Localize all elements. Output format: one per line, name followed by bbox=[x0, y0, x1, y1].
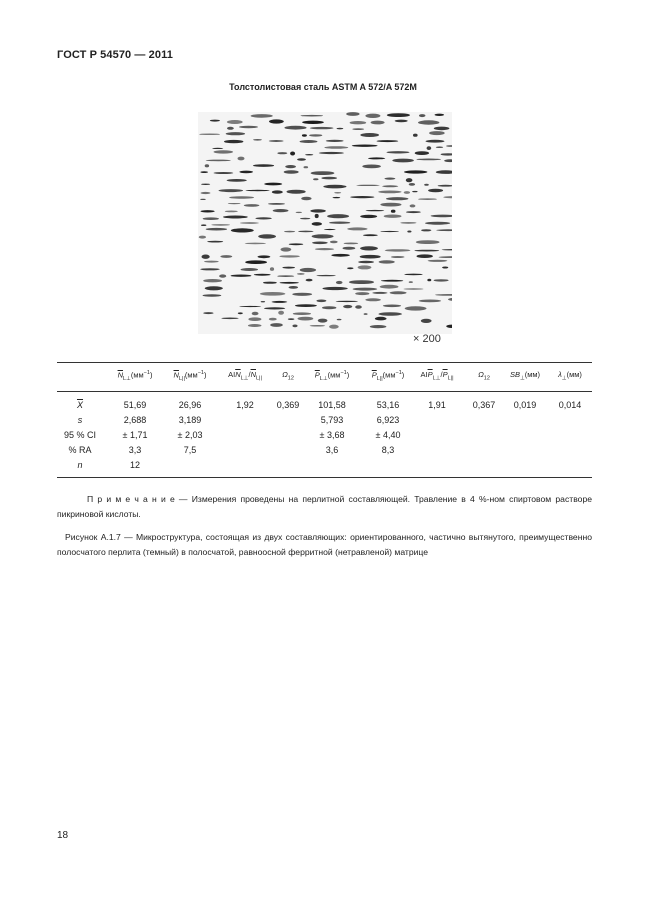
pearlite-grain bbox=[442, 267, 448, 269]
pearlite-grain bbox=[223, 216, 248, 219]
micrograph-image bbox=[198, 112, 452, 334]
table-rule-top bbox=[57, 362, 592, 363]
pearlite-grain bbox=[327, 214, 349, 218]
pearlite-grain bbox=[219, 189, 244, 192]
table-cell: 0,367 bbox=[472, 400, 496, 410]
pearlite-grain bbox=[358, 261, 374, 264]
pearlite-grain bbox=[385, 249, 411, 251]
pearlite-grain bbox=[289, 243, 304, 245]
pearlite-grain bbox=[417, 254, 433, 258]
pearlite-grain bbox=[203, 312, 213, 314]
column-header-6: $\overline{P}_{L||}(мм^{-1})$ bbox=[371, 370, 405, 382]
pearlite-grain bbox=[352, 145, 378, 147]
pearlite-grain bbox=[292, 325, 297, 328]
column-header-4: $\Omega_{12}$ bbox=[282, 370, 294, 382]
pearlite-grain bbox=[269, 140, 284, 141]
pearlite-grain bbox=[263, 282, 277, 284]
table-cell: 7,5 bbox=[183, 445, 197, 455]
pearlite-grain bbox=[220, 255, 232, 258]
pearlite-grain bbox=[343, 305, 352, 308]
table-cell: ± 3,68 bbox=[319, 430, 345, 440]
pearlite-grain bbox=[350, 121, 367, 124]
pearlite-grain bbox=[413, 134, 418, 137]
pearlite-grain bbox=[313, 178, 318, 180]
pearlite-grain bbox=[277, 276, 294, 277]
pearlite-grain bbox=[400, 222, 416, 223]
pearlite-grain bbox=[311, 171, 335, 175]
pearlite-grain bbox=[214, 150, 234, 153]
pearlite-grain bbox=[391, 256, 405, 258]
pearlite-grain bbox=[277, 152, 287, 154]
pearlite-grain bbox=[284, 126, 306, 130]
pearlite-grain bbox=[316, 300, 326, 303]
page-number: 18 bbox=[57, 830, 69, 841]
document-code: ГОСТ Р 54570 — 2011 bbox=[57, 49, 173, 61]
pearlite-grain bbox=[427, 146, 432, 150]
pearlite-grain bbox=[260, 292, 286, 296]
row-label: n bbox=[77, 460, 83, 470]
pearlite-grain bbox=[254, 274, 271, 276]
pearlite-grain bbox=[425, 222, 450, 225]
pearlite-grain bbox=[212, 148, 223, 149]
pearlite-grain bbox=[251, 114, 273, 118]
pearlite-grain bbox=[279, 255, 299, 257]
pearlite-grain bbox=[205, 164, 209, 167]
pearlite-grain bbox=[358, 265, 372, 269]
pearlite-grain bbox=[280, 282, 299, 284]
pearlite-grain bbox=[384, 178, 395, 180]
pearlite-grain bbox=[343, 247, 356, 250]
row-label: 95 % CI bbox=[63, 430, 97, 440]
pearlite-grain bbox=[380, 231, 399, 232]
pearlite-grain bbox=[270, 323, 283, 327]
pearlite-grain bbox=[264, 307, 285, 309]
pearlite-grain bbox=[434, 127, 450, 131]
pearlite-grain bbox=[316, 275, 335, 276]
pearlite-grain bbox=[404, 170, 427, 173]
pearlite-grain bbox=[269, 318, 277, 321]
table-cell: 5,793 bbox=[320, 415, 344, 425]
pearlite-grain bbox=[370, 325, 387, 328]
table-cell: 0,369 bbox=[276, 400, 300, 410]
table-cell: 2,688 bbox=[123, 415, 147, 425]
pearlite-grain bbox=[424, 184, 429, 186]
pearlite-grain bbox=[298, 231, 314, 233]
pearlite-grain bbox=[221, 318, 238, 320]
pearlite-grain bbox=[409, 183, 415, 186]
pearlite-grain bbox=[287, 190, 306, 194]
pearlite-grain bbox=[419, 114, 425, 117]
pearlite-grain bbox=[321, 177, 337, 180]
column-header-7: $AI\overline{P}_{L\perp}/\overline{P}_{L||}$ bbox=[420, 370, 454, 382]
table-cell: 8,3 bbox=[381, 445, 395, 455]
pearlite-grain bbox=[360, 133, 379, 137]
pearlite-grain bbox=[304, 166, 309, 168]
pearlite-grain bbox=[297, 273, 305, 275]
pearlite-grain bbox=[229, 196, 254, 198]
row-label: s bbox=[77, 415, 83, 425]
pearlite-grain bbox=[418, 120, 439, 124]
pearlite-grain bbox=[329, 222, 350, 224]
pearlite-grain bbox=[203, 217, 219, 220]
pearlite-grain bbox=[407, 231, 411, 233]
pearlite-grain bbox=[315, 214, 319, 218]
pearlite-grain bbox=[239, 126, 258, 128]
pearlite-grain bbox=[368, 157, 385, 159]
pearlite-grain bbox=[203, 294, 222, 296]
pearlite-grain bbox=[296, 212, 302, 213]
pearlite-grain bbox=[245, 243, 266, 245]
pearlite-grain bbox=[415, 151, 429, 155]
pearlite-grain bbox=[410, 204, 416, 207]
pearlite-grain bbox=[227, 127, 234, 130]
pearlite-grain bbox=[344, 243, 359, 245]
pearlite-grain bbox=[297, 158, 306, 161]
pearlite-grain bbox=[355, 305, 362, 309]
column-header-1: $\overline{N}_{L\perp}(мм^{-1})$ bbox=[117, 370, 153, 382]
table-cell: 1,92 bbox=[236, 400, 254, 410]
pearlite-grain bbox=[301, 197, 311, 201]
pearlite-grain bbox=[200, 199, 206, 200]
pearlite-grain bbox=[434, 279, 449, 281]
table-rule-bottom bbox=[57, 477, 592, 478]
pearlite-grain bbox=[404, 191, 410, 194]
pearlite-grain bbox=[319, 152, 344, 154]
magnification-label: × 200 bbox=[413, 333, 441, 345]
pearlite-grain bbox=[380, 203, 401, 207]
pearlite-grain bbox=[231, 275, 252, 277]
pearlite-grain bbox=[436, 147, 443, 148]
pearlite-grain bbox=[333, 197, 341, 198]
pearlite-grain bbox=[334, 192, 341, 193]
pearlite-grain bbox=[365, 114, 380, 118]
pearlite-grain bbox=[261, 301, 265, 302]
pearlite-grain bbox=[292, 293, 312, 296]
pearlite-grain bbox=[246, 190, 270, 191]
pearlite-grain bbox=[416, 240, 440, 244]
pearlite-grain bbox=[386, 151, 409, 153]
pearlite-grain bbox=[239, 171, 253, 174]
pearlite-grain bbox=[225, 211, 238, 213]
pearlite-grain bbox=[201, 224, 206, 226]
pearlite-grain bbox=[284, 170, 299, 173]
pearlite-grain bbox=[366, 210, 385, 211]
table-cell: 101,58 bbox=[318, 400, 346, 410]
pearlite-grain bbox=[300, 268, 316, 272]
pearlite-grain bbox=[346, 112, 359, 116]
pearlite-grain bbox=[418, 199, 437, 200]
table-cell: 51,69 bbox=[123, 400, 147, 410]
pearlite-grain bbox=[272, 301, 288, 303]
pearlite-grain bbox=[419, 300, 441, 303]
pearlite-grain bbox=[206, 228, 227, 231]
pearlite-grain bbox=[240, 222, 259, 223]
pearlite-grain bbox=[378, 312, 402, 315]
pearlite-grain bbox=[306, 279, 313, 282]
pearlite-grain bbox=[253, 139, 262, 141]
table-cell: 53,16 bbox=[376, 400, 400, 410]
pearlite-grain bbox=[336, 301, 358, 302]
pearlite-grain bbox=[360, 246, 378, 250]
pearlite-grain bbox=[336, 281, 343, 284]
pearlite-grain bbox=[329, 325, 339, 329]
pearlite-grain bbox=[337, 128, 344, 130]
table-cell: ± 4,40 bbox=[375, 430, 401, 440]
pearlite-grain bbox=[312, 222, 322, 226]
pearlite-grain bbox=[381, 280, 403, 282]
pearlite-grain bbox=[322, 306, 336, 309]
pearlite-grain bbox=[421, 229, 431, 231]
pearlite-grain bbox=[228, 203, 241, 204]
pearlite-grain bbox=[421, 319, 432, 323]
pearlite-grain bbox=[224, 140, 243, 143]
table-cell: 3,189 bbox=[178, 415, 202, 425]
pearlite-grain bbox=[288, 318, 295, 320]
pearlite-grain bbox=[378, 191, 401, 194]
pearlite-grain bbox=[227, 179, 247, 182]
pearlite-grain bbox=[409, 281, 413, 283]
pearlite-grain bbox=[239, 306, 261, 307]
pearlite-grain bbox=[210, 120, 220, 122]
table-cell: ± 2,03 bbox=[177, 430, 203, 440]
pearlite-grain bbox=[310, 127, 334, 129]
pearlite-grain bbox=[322, 287, 347, 290]
pearlite-grain bbox=[326, 140, 344, 142]
pearlite-grain bbox=[201, 210, 215, 212]
pearlite-grain bbox=[248, 324, 262, 327]
pearlite-grain bbox=[379, 260, 395, 263]
pearlite-grain bbox=[383, 305, 401, 308]
column-header-10: $\lambda_\perp(мм)$ bbox=[558, 370, 582, 382]
pearlite-grain bbox=[406, 211, 421, 213]
pearlite-grain bbox=[337, 319, 342, 321]
pearlite-grain bbox=[264, 183, 282, 186]
pearlite-grain bbox=[371, 121, 385, 125]
pearlite-grain bbox=[323, 185, 346, 189]
pearlite-grain bbox=[300, 140, 318, 143]
pearlite-grain bbox=[253, 164, 274, 167]
table-cell: 3,3 bbox=[128, 445, 142, 455]
pearlite-grain bbox=[312, 242, 328, 245]
pearlite-grain bbox=[428, 260, 448, 262]
pearlite-grain bbox=[349, 280, 374, 284]
table-cell: 6,923 bbox=[376, 415, 400, 425]
pearlite-grain bbox=[200, 268, 219, 270]
column-header-8: $\Omega_{12}$ bbox=[478, 370, 490, 382]
pearlite-grain bbox=[295, 304, 317, 307]
pearlite-grain bbox=[273, 209, 289, 212]
pearlite-grain bbox=[352, 128, 364, 130]
pearlite-grain bbox=[298, 317, 314, 321]
pearlite-grain bbox=[315, 248, 334, 250]
pearlite-grain bbox=[289, 286, 299, 289]
pearlite-grain bbox=[207, 241, 223, 243]
table-cell: 1,91 bbox=[428, 400, 446, 410]
column-header-9: $SB_\perp(мм)$ bbox=[509, 370, 541, 382]
table-cell: 0,014 bbox=[558, 400, 582, 410]
figure-caption: Рисунок А.1.7 — Микроструктура, состоящая из двух составляющих: ориентированного, частично вытянутого, преимущественно полосчатого перлита (темный) в полосчатой, равноосной ферритной (нетравленой) матрице bbox=[57, 532, 592, 557]
column-header-5: $\overline{P}_{L\perp}(мм^{-1})$ bbox=[314, 370, 350, 382]
pearlite-grain bbox=[404, 288, 424, 289]
table-cell: 0,019 bbox=[513, 400, 537, 410]
pearlite-grain bbox=[412, 191, 417, 192]
pearlite-grain bbox=[350, 196, 374, 198]
pearlite-grain bbox=[219, 274, 226, 277]
pearlite-grain bbox=[375, 317, 387, 321]
figure-title: Толстолистовая сталь ASTM A 572/A 572M bbox=[229, 82, 417, 92]
pearlite-grain bbox=[238, 157, 245, 161]
pearlite-grain bbox=[318, 319, 328, 323]
pearlite-grain bbox=[202, 255, 210, 259]
pearlite-grain bbox=[270, 267, 274, 271]
note-text: П р и м е ч а н и е — Измерения проведены на перлитной составляющей. Травление в 4 %-ном спиртовом растворе пикриновой кислоты. bbox=[57, 494, 592, 519]
pearlite-grain bbox=[244, 204, 260, 207]
pearlite-grain bbox=[347, 227, 367, 230]
table-cell: 3,6 bbox=[325, 445, 339, 455]
pearlite-grain bbox=[300, 218, 310, 220]
pearlite-grain bbox=[427, 279, 431, 282]
pearlite-grain bbox=[360, 215, 377, 218]
pearlite-grain bbox=[211, 224, 230, 225]
pearlite-grain bbox=[200, 171, 208, 173]
pearlite-grain bbox=[331, 254, 350, 257]
pearlite-grain bbox=[384, 215, 402, 218]
pearlite-grain bbox=[201, 192, 211, 194]
pearlite-grain bbox=[414, 250, 439, 252]
pearlite-grain bbox=[435, 114, 445, 116]
table-cell: 26,96 bbox=[178, 400, 202, 410]
pearlite-grain bbox=[241, 268, 259, 271]
row-label: % RA bbox=[68, 445, 92, 455]
pearlite-grain bbox=[382, 185, 398, 187]
pearlite-grain bbox=[363, 234, 378, 236]
pearlite-grain bbox=[360, 255, 381, 259]
column-header-2: $\overline{N}_{L||}(мм^{-1})$ bbox=[173, 370, 207, 382]
pearlite-grain bbox=[282, 267, 295, 269]
pearlite-grain bbox=[377, 140, 399, 142]
pearlite-grain bbox=[405, 306, 427, 310]
pearlite-grain bbox=[245, 260, 267, 264]
pearlite-grain bbox=[201, 184, 210, 185]
pearlite-grain bbox=[293, 312, 311, 315]
pearlite-grain bbox=[391, 210, 396, 213]
pearlite-grain bbox=[324, 146, 348, 149]
pearlite-grain bbox=[302, 121, 324, 124]
pearlite-grain bbox=[390, 291, 407, 294]
pearlite-grain bbox=[355, 292, 369, 295]
pearlite-grain bbox=[205, 286, 223, 290]
pearlite-grain bbox=[362, 165, 381, 169]
pearlite-grain bbox=[324, 229, 336, 230]
pearlite-grain bbox=[426, 140, 445, 143]
pearlite-grain bbox=[284, 231, 295, 233]
pearlite-grain bbox=[231, 228, 254, 232]
table-cell: 12 bbox=[129, 460, 141, 470]
pearlite-grain bbox=[278, 311, 284, 315]
column-header-3: $AI\overline{N}_{L\perp}/\overline{N}_{L||}$ bbox=[228, 370, 262, 382]
pearlite-grain bbox=[252, 312, 259, 316]
pearlite-grain bbox=[372, 292, 387, 294]
pearlite-grain bbox=[290, 152, 295, 156]
pearlite-grain bbox=[364, 313, 368, 315]
pearlite-grain bbox=[272, 190, 283, 193]
pearlite-grain bbox=[356, 185, 380, 186]
pearlite-grain bbox=[248, 317, 261, 321]
pearlite-grain bbox=[353, 288, 378, 291]
pearlite-grain bbox=[204, 261, 219, 263]
pearlite-grain bbox=[404, 274, 423, 276]
pearlite-grain bbox=[199, 134, 220, 135]
pearlite-grain bbox=[258, 234, 276, 238]
pearlite-grain bbox=[281, 247, 292, 251]
pearlite-grain bbox=[310, 325, 326, 326]
pearlite-grain bbox=[301, 115, 324, 117]
pearlite-grain bbox=[214, 172, 234, 174]
pearlite-grain bbox=[392, 159, 414, 163]
pearlite-grain bbox=[312, 234, 334, 238]
pearlite-grain bbox=[429, 131, 445, 135]
pearlite-grain bbox=[203, 279, 222, 282]
table-rule-header bbox=[57, 391, 592, 392]
pearlite-grain bbox=[395, 120, 408, 123]
pearlite-grain bbox=[380, 285, 399, 289]
pearlite-grain bbox=[310, 209, 326, 212]
pearlite-grain bbox=[305, 154, 313, 155]
pearlite-grain bbox=[365, 298, 381, 301]
table-cell: ± 1,71 bbox=[122, 430, 148, 440]
pearlite-grain bbox=[238, 312, 243, 314]
pearlite-grain bbox=[199, 236, 206, 239]
pearlite-grain bbox=[226, 132, 245, 135]
pearlite-grain bbox=[330, 241, 338, 244]
pearlite-grain bbox=[285, 165, 296, 168]
pearlite-grain bbox=[386, 197, 408, 200]
pearlite-grain bbox=[255, 217, 271, 219]
pearlite-grain bbox=[206, 160, 231, 162]
pearlite-grain bbox=[302, 134, 307, 136]
pearlite-grain bbox=[309, 134, 322, 136]
pearlite-grain bbox=[227, 120, 243, 124]
pearlite-grain bbox=[269, 119, 284, 123]
pearlite-grain bbox=[406, 178, 413, 182]
pearlite-grain bbox=[387, 113, 410, 117]
row-label: $\overline{X}$ bbox=[76, 400, 84, 410]
pearlite-grain bbox=[428, 189, 443, 192]
pearlite-grain bbox=[416, 159, 441, 161]
pearlite-grain bbox=[258, 255, 271, 258]
pearlite-grain bbox=[347, 267, 353, 269]
pearlite-grain bbox=[268, 203, 285, 205]
